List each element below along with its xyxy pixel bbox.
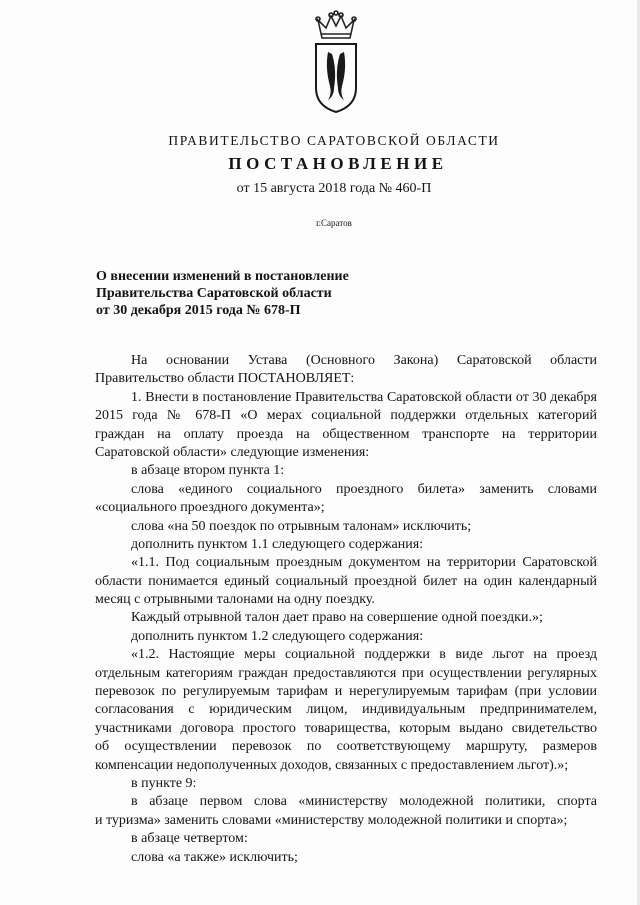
paragraph-line: месяц с отрывными талонами на одну поездку. [95, 592, 375, 608]
paragraph-line: в абзаце втором пункта 1: [131, 463, 285, 479]
paragraph-line: об осуществлении перевозок по соответствующему маршруту, размеров [95, 739, 597, 755]
paragraph-line: в абзаце четвертом: [131, 831, 248, 847]
paragraph-line: в абзаце первом слова «министерству молодежной политики, спорта [131, 794, 597, 810]
paragraph-line: слова «а также» исключить; [131, 849, 298, 865]
paragraph-line: дополнить пунктом 1.1 следующего содержания: [131, 536, 424, 552]
paragraph-line: согласования с юридическим лицом, индивидуальным предпринимателем, [95, 702, 597, 718]
subject-line: от 30 декабря 2015 года № 678-П [96, 303, 301, 318]
paragraph-line: Каждый отрывной талон дает право на совершение одной поездки.»; [131, 610, 543, 626]
document-date-number: от 15 августа 2018 года № 460-П [236, 181, 432, 196]
paragraph-line: «1.1. Под социальным проездным документом на территории Саратовской [131, 555, 597, 571]
paragraph-line: Саратовской области» следующие изменения: [95, 444, 370, 460]
paragraph-line: слова «единого социального проездного билета» заменить словами [131, 481, 597, 497]
subject-line: Правительства Саратовской области [96, 286, 332, 301]
document-city: г.Саратов [316, 218, 352, 228]
paragraph-line: в пункте 9: [131, 775, 197, 791]
document-type: ПОСТАНОВЛЕНИЕ [228, 154, 448, 173]
paragraph-line: участниками договора простого товарищества, которым выдано свидетельство [95, 720, 597, 736]
government-name: ПРАВИТЕЛЬСТВО САРАТОВСКОЙ ОБЛАСТИ [168, 133, 500, 148]
paragraph-line: дополнить пунктом 1.2 следующего содержания: [131, 628, 424, 644]
saratov-coat-of-arms-icon [304, 8, 368, 114]
paragraph-line: и туризма» заменить словами «министерству молодежной политики и спорта»; [95, 812, 568, 828]
document-subject [96, 268, 436, 319]
paragraph-line: перевозок по регулируемым тарифам и нерегулируемым тарифам (при условии [95, 684, 597, 700]
paragraph-line: компенсации недополученных доходов, связанных с предоставлением льгот).»; [95, 757, 569, 773]
paragraph-line: «1.2. Настоящие меры социальной поддержки в виде льгот на проезд [131, 647, 597, 663]
subject-line: О внесении изменений в постановление [96, 269, 349, 284]
paragraph-line: 1. Внести в постановление Правительства Саратовской области от 30 декабря [131, 389, 597, 405]
paragraph-line: «социального проездного документа»; [95, 500, 325, 516]
paragraph-line: граждан на оплату проезда на общественном транспорте на территории [95, 426, 597, 442]
paragraph-line: отдельным категориям граждан предоставляются при осуществлении регулярных [95, 665, 597, 681]
paragraph-line: 2015 года № 678-П «О мерах социальной поддержки отдельных категорий [95, 408, 597, 424]
paragraph-line: слова «на 50 поездок по отрывным талонам» исключить; [131, 518, 472, 534]
paragraph-line: Правительство области ПОСТАНОВЛЯЕТ: [95, 371, 355, 387]
paragraph-line: области понимается единый социальный проездной билет на один календарный [95, 573, 597, 589]
paragraph-line: На основании Устава (Основного Закона) Саратовской области [131, 353, 597, 368]
document-body [95, 352, 597, 867]
